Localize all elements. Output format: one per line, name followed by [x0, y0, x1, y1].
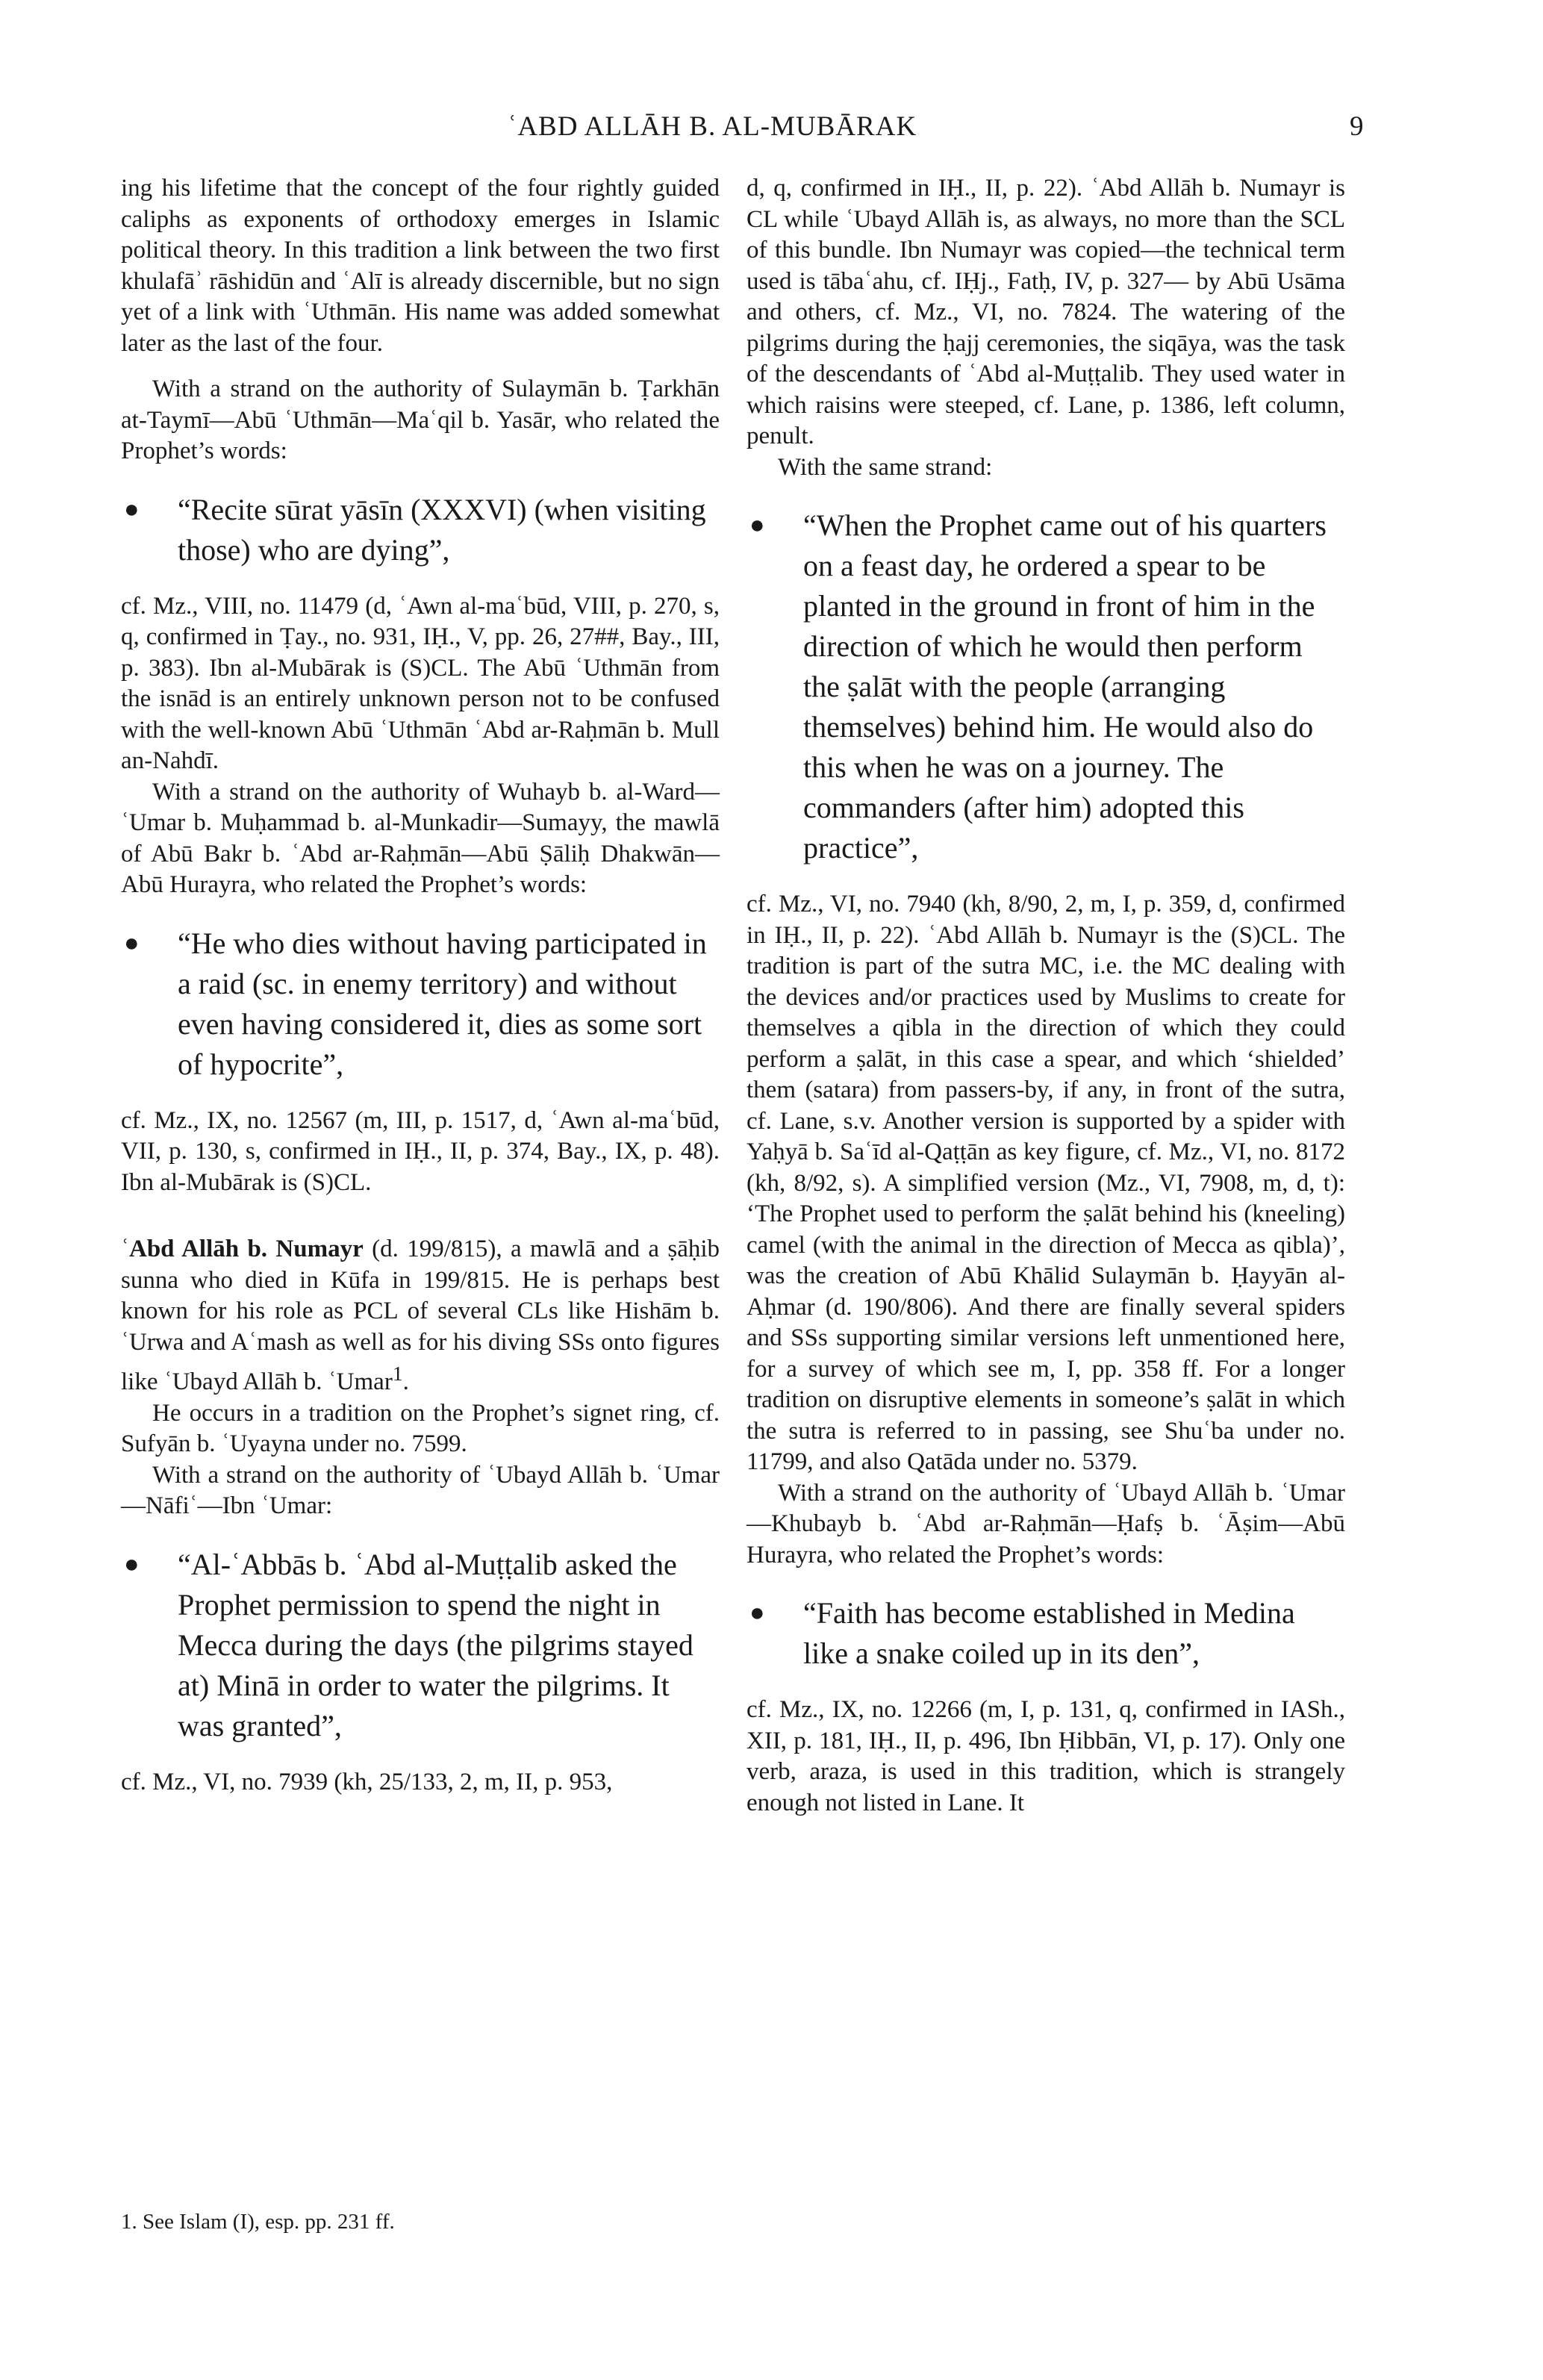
quote-text: “When the Prophet came out of his quarters on a feast day, he ordered a spear to be planted in the ground in front of him in the direction of which he would then perform the ṣalāt with the people (arranging themselves) behind him. He would also do this when he was on a journey. The commanders (after him) adopted this practice”,: [803, 508, 1327, 865]
paragraph: With a strand on the authority of Sulaymān b. Ṭarkhān at-Taymī—Abū ʿUthmān—Maʿqil b. Yasār, who related the Prophet’s words:: [121, 376, 720, 464]
paragraph: d, q, confirmed in IḤ., II, p. 22). ʿAbd Allāh b. Numayr is CL while ʿUbayd Allāh is, as always, no more than the SCL of this bundle. Ibn Numayr was copied—the technical term used is tābaʿahu, cf. IḤj., Fatḥ, IV, p. 327— by Abū Usāma and others, cf. Mz., VI, no. 7824. The watering of the pilgrims during the ḥajj ceremonies, the siqāya, was the task of the descendants of ʿAbd al-Muṭṭalib. They used water in which raisins were steeped, cf. Lane, p. 1386, left column, penult.: [746, 175, 1345, 449]
quoted-tradition: [746, 505, 1345, 868]
paragraph: cf. Mz., VIII, no. 11479 (d, ʿAwn al-maʿbūd, VIII, p. 270, s, q, confirmed in Ṭay., no. 931, IḤ., V, pp. 26, 27##, Bay., III, p. 383). Ibn al-Mubārak is (S)CL. The Abū ʿUthmān from the isnād is an entirely unknown person not to be confused with the well-known Abū ʿUthmān ʿAbd ar-Raḥmān b. Mull an-Nahdī.: [121, 592, 720, 774]
bullet-icon: ●: [749, 1599, 765, 1627]
quote-text: “He who dies without having participated in a raid (sc. in enemy territory) and without even having considered it, dies as some sort of hypocrite”,: [178, 926, 707, 1081]
bullet-icon: ●: [124, 495, 140, 523]
quoted-tradition: [121, 1545, 720, 1746]
paragraph: cf. Mz., IX, no. 12567 (m, III, p. 1517, d, ʿAwn al-maʿbūd, VII, p. 130, s, confirmed in IḤ., II, p. 374, Bay., IX, p. 48). Ibn al-Mubārak is (S)CL.: [121, 1106, 720, 1196]
footnote: [121, 2210, 395, 2234]
right-column: [746, 173, 1345, 1819]
left-column: [121, 173, 720, 1798]
paragraph: cf. Mz., IX, no. 12266 (m, I, p. 131, q, confirmed in IASh., XII, p. 181, IḤ., II, p. 496, Ibn Ḥibbān, VI, p. 17). Only one verb, araza, is used in this tradition, which is strangely enough not listed in Lane. It: [746, 1696, 1345, 1816]
quote-text: “Faith has become established in Medina like a snake coiled up in its den”,: [803, 1596, 1295, 1670]
paragraph: With a strand on the authority of ʿUbayd Allāh b. ʿUmar—Khubayb b. ʿAbd ar-Raḥmān—Ḥafṣ b. ʿĀṣim—Abū Hurayra, who related the Prophet’s words:: [746, 1479, 1345, 1569]
entry-paragraph: ʿAbd Allāh b. Numayr (d. 199/815), a mawlā and a ṣāḥib sunna who died in Kūfa in 199/815. He is perhaps best known for his role as PCL of several CLs like Hishām b. ʿUrwa and Aʿmash as well as for his diving SSs onto figures like ʿUbayd Allāh b. ʿUmar$^1$.: [121, 1236, 720, 1395]
footnote-marker: 1: [392, 1362, 403, 1385]
page-header: [0, 110, 1543, 155]
quoted-tradition: [121, 490, 720, 570]
bullet-icon: ●: [124, 929, 140, 957]
paragraph: He occurs in a tradition on the Prophet’s signet ring, cf. Sufyān b. ʿUyayna under no. 7599.: [121, 1399, 720, 1457]
paragraph: cf. Mz., VI, no. 7940 (kh, 8/90, 2, m, I, p. 359, d, confirmed in IḤ., II, p. 22). ʿAbd Allāh b. Numayr is the (S)CL. The tradition is part of the sutra MC, i.e. the MC dealing with the devices and/or practices used by Muslims to create for themselves a qibla in the direction of which they could perform a ṣalāt, in this case a spear, and which ‘shielded’ them (satara) from passers-by, if any, in front of the sutra, cf. Lane, s.v. Another version is supported by a spider with Yaḥyā b. Saʿīd al-Qaṭṭān as key figure, cf. Mz., VI, no. 8172 (kh, 8/92, s). A simplified version (Mz., VI, 7908, m, d, t): ‘The Prophet used to perform the ṣalāt behind his (kneeling) camel (with the animal in the direction of Mecca as qibla)’, was the creation of Abū Khālid Sulaymān b. Ḥayyān al-Aḥmar (d. 190/806). And there are finally several spiders and SSs supporting similar versions left unmentioned here, for a survey of which see m, I, pp. 358 ff. For a longer tradition on disruptive elements in someone’s ṣalāt in which the sutra is referred to in passing, see Shuʿba under no. 11799, and also Qatāda under no. 5379.: [746, 891, 1345, 1475]
entry-text: (d. 199/815), a mawlā and a ṣāḥib sunna who died in Kūfa in 199/815. He is perhaps best known for his role as PCL of several CLs like Hishām b. ʿUrwa and Aʿmash as well as for his diving SSs onto figures like ʿUbayd Allāh b. ʿUmar: [121, 1236, 720, 1395]
page-number: 9: [1350, 111, 1364, 142]
bullet-icon: ●: [749, 511, 765, 539]
paragraph: ing his lifetime that the concept of the four rightly guided caliphs as exponents of orthodoxy emerges in Islamic political theory. In this tradition a link between the two first khulafāʾ rāshidūn and ʿAlī is already discernible, but no sign yet of a link with ʿUthmān. His name was added somewhat later as the last of the four.: [121, 175, 720, 357]
quote-text: “Al-ʿAbbās b. ʿAbd al-Muṭṭalib asked the Prophet permission to spend the night in Mecca during the days (the pilgrims stayed at) Minā in order to water the pilgrims. It was granted”,: [178, 1547, 693, 1742]
paragraph: With a strand on the authority of ʿUbayd Allāh b. ʿUmar—Nāfiʿ—Ibn ʿUmar:: [121, 1461, 720, 1519]
quoted-tradition: [746, 1593, 1345, 1674]
running-head: ʿABD ALLĀH B. AL-MUBĀRAK: [508, 111, 917, 142]
paragraph: With a strand on the authority of Wuhayb b. al-Ward—ʿUmar b. Muḥammad b. al-Munkadir—Sumayy, the mawlā of Abū Bakr b. ʿAbd ar-Raḥmān—Abū Ṣāliḥ Dhakwān—Abū Hurayra, who related the Prophet’s words:: [121, 778, 720, 898]
footnote-number: 1.: [121, 2210, 137, 2234]
paragraph: With the same strand:: [778, 453, 993, 481]
quote-text: “Recite sūrat yāsīn (XXXVI) (when visiting those) who are dying”,: [178, 492, 706, 567]
entry-heading: ʿAbd Allāh b. Numayr: [121, 1236, 364, 1262]
quoted-tradition: [121, 923, 720, 1085]
paragraph: cf. Mz., VI, no. 7939 (kh, 25/133, 2, m, II, p. 953,: [121, 1768, 613, 1795]
footnote-text: See Islam (I), esp. pp. 231 ff.: [143, 2210, 395, 2234]
bullet-icon: ●: [124, 1550, 140, 1578]
